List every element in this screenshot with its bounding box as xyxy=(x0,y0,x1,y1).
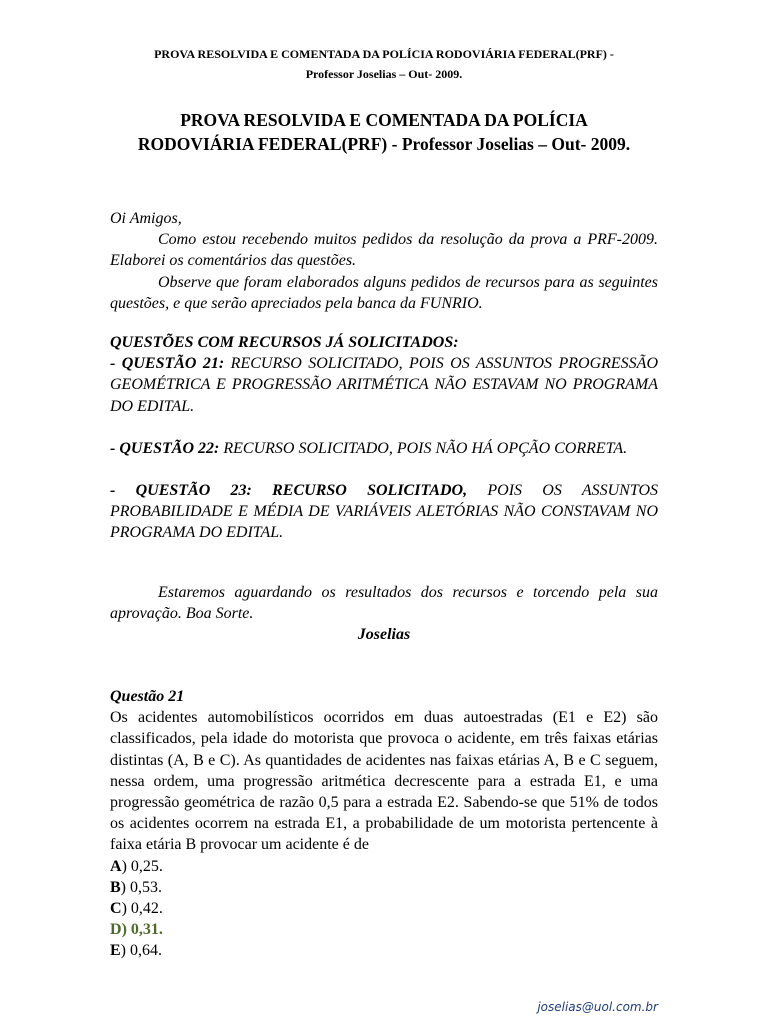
recurso-text: POIS OS ASSUNTOS PROBABILIDADE E MÉDIA DE VARIÁVEIS ALETÓRIAS NÃO CONSTAVAM NO PROGRAMA DO EDITAL. xyxy=(110,482,659,542)
recursos-heading: QUESTÕES COM RECURSOS JÁ SOLICITADOS: xyxy=(110,334,459,351)
option-value: 0,64. xyxy=(126,942,162,960)
recurso-item-23 xyxy=(110,480,658,544)
recurso-item-22 xyxy=(110,438,658,459)
intro-paragraph-1: Como estou recebendo muitos pedidos da resolução da prova a PRF-2009. Elaborei os comentários das questões. xyxy=(110,231,658,270)
recurso-prefix: - xyxy=(110,439,120,457)
spacer xyxy=(110,417,658,438)
recurso-label: QUESTÃO 22: xyxy=(119,439,220,457)
option-value: 0,53. xyxy=(126,878,162,896)
answer-option-c: C) 0,42. xyxy=(110,900,163,918)
option-letter: B xyxy=(110,878,121,896)
option-letter: D xyxy=(110,921,122,939)
option-letter: E xyxy=(110,942,121,960)
document-title-line-2: RODOVIÁRIA FEDERAL(PRF) - Professor Joselias – Out- 2009. xyxy=(137,134,631,154)
question-statement: Os acidentes automobilísticos ocorridos em duas autoestradas (E1 e E2) são classificados, pela idade do motorista que provoca o acidente, em três faixas etárias distintas (A, B e C). As quantidades de acidentes nas faixas etárias A, B e C seguem, nessa ordem, uma progressão aritmética decrescente para a estrada E1, e uma progressão geométrica de razão 0,5 para a estrada E2. Sabendo-se que 51% de todos os acidentes ocorrem na estrada E1, a probabilidade de um motorista pertencente à faixa etária B provocar um acidente é de xyxy=(110,709,658,854)
recursos-section xyxy=(110,332,658,544)
recurso-text: RECURSO SOLICITADO, POIS OS ASSUNTOS PROGRESSÃO GEOMÉTRICA E PROGRESSÃO ARITMÉTICA NÃO ESTAVAM NO PROGRAMA DO EDITAL. xyxy=(110,355,658,415)
recurso-item-21 xyxy=(110,353,658,417)
running-header xyxy=(110,44,658,84)
recurso-prefix: - xyxy=(110,482,136,500)
option-letter: A xyxy=(110,857,122,875)
answer-option-e: E) 0,64. xyxy=(110,942,162,960)
recurso-label: QUESTÃO 23: RECURSO SOLICITADO, xyxy=(135,482,468,500)
closing-paragraph: Estaremos aguardando os resultados dos recursos e torcendo pela sua aprovação. Boa Sorte. xyxy=(110,584,658,623)
document-title-line-1: PROVA RESOLVIDA E COMENTADA DA POLÍCIA xyxy=(180,110,588,130)
intro-paragraph-2: Observe que foram elaborados alguns pedidos de recursos para as seguintes questões, e que serão apreciados pela banca da FUNRIO. xyxy=(110,273,658,312)
closing-section xyxy=(110,582,658,646)
intro-section xyxy=(110,208,658,314)
recurso-label: QUESTÃO 21: xyxy=(121,355,225,373)
answer-option-b: B) 0,53. xyxy=(110,878,162,896)
recurso-text: RECURSO SOLICITADO, POIS NÃO HÁ OPÇÃO CORRETA. xyxy=(219,439,628,457)
running-header-line-1: PROVA RESOLVIDA E COMENTADA DA POLÍCIA RODOVIÁRIA FEDERAL(PRF) - xyxy=(154,47,614,61)
answer-option-a: A) 0,25. xyxy=(110,857,163,875)
question-title: Questão 21 xyxy=(110,688,185,705)
option-value: 0,42. xyxy=(126,900,163,918)
option-value: 0,31. xyxy=(126,921,163,939)
option-value: 0,25. xyxy=(126,857,163,875)
question-21 xyxy=(110,686,658,962)
footer-email: joselias@uol.com.br xyxy=(537,1000,658,1014)
recurso-prefix: - xyxy=(110,355,122,373)
option-letter: C xyxy=(110,900,122,918)
running-header-line-2: Professor Joselias – Out- 2009. xyxy=(305,67,463,81)
greeting: Oi Amigos, xyxy=(110,210,182,227)
document-title xyxy=(110,108,658,156)
signature: Joselias xyxy=(357,626,411,644)
spacer xyxy=(110,459,658,480)
answer-option-d-correct: D) 0,31. xyxy=(110,921,163,939)
